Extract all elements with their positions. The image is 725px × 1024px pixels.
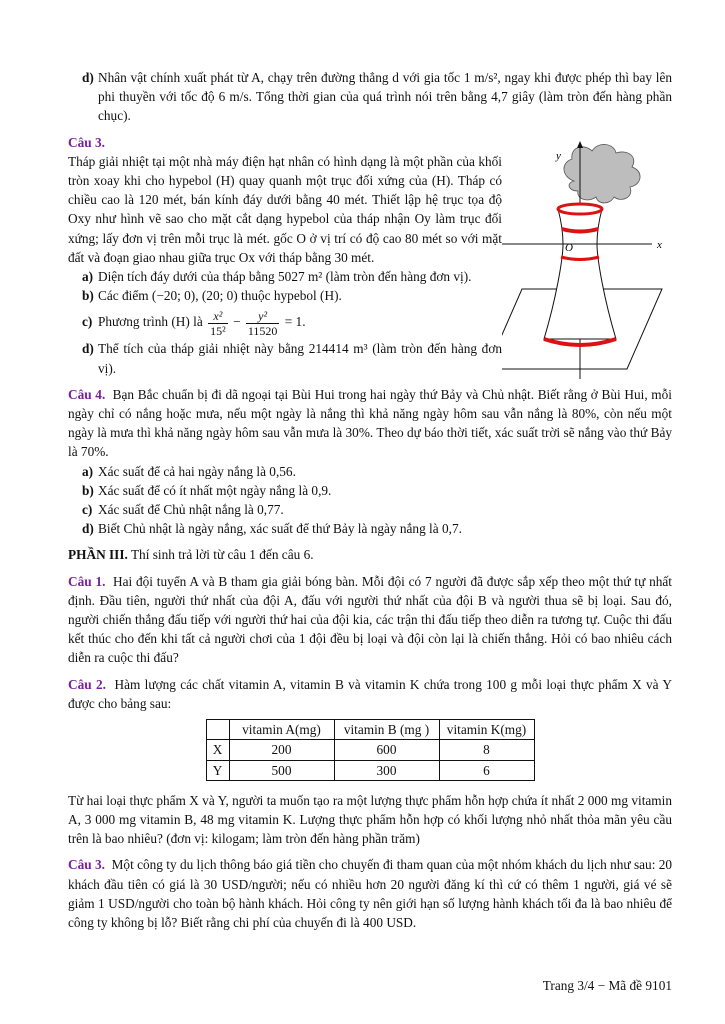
steam-cloud xyxy=(564,144,640,203)
table-row: Y 500 300 6 xyxy=(206,760,534,780)
table-row: X 200 600 8 xyxy=(206,740,534,760)
part-3-heading: PHẦN III. Thí sinh trả lời từ câu 1 đến câu 6. xyxy=(68,547,314,563)
question-text: Một công ty du lịch thông báo giá tiền cho chuyến đi tham quan của một nhóm khách du lịch như sau: 20 khách đầu tiên có giá là 30 USD/người; nếu có nhiều hơn 20 người đăng kí thì cứ có thêm 1 người, giá vé sẽ giảm 1 USD/người cho toàn bộ hành khách. Hỏi công ty nên giới hạn số lượng hành khách tối đa là bao nhiêu để công ty không bị lỗ? Biết rằng chi phí của chuyến đi là 400 USD. xyxy=(68,857,673,930)
cooling-tower-diagram xyxy=(502,139,672,389)
question-title: Câu 3. xyxy=(68,857,105,873)
tower-body xyxy=(544,209,616,339)
question-4 xyxy=(68,385,672,539)
question-title: Câu 2. xyxy=(68,676,106,692)
part3-question-1 xyxy=(68,572,672,668)
q4-statement-c: c) Xác suất để Chủ nhật nắng là 0,77. xyxy=(82,502,284,518)
question-text: Tháp giải nhiệt tại một nhà máy điện hạt nhân có hình dạng là một phần của khối tròn xoay khi cho hypebol (H) quay quanh một trục đối xứng của (H). Tháp có chiều cao là 120 mét, bán kính đáy dưới bằng 40 mét. Thiết lập hệ trục tọa độ Oxy như hình vẽ sao cho mặt cắt dạng hypebol của tháp nhận Oy làm trục đối xứng; lấy đơn vị trên mỗi trục là mét. gốc O ở vị trí có độ cao 80 mét so với mặt đất và đoạn giao nhau giữa trục Ox với tháp bằng 30 mét. xyxy=(68,153,502,265)
item-text: Nhân vật chính xuất phát từ A, chạy trên đường thẳng d với gia tốc 1 m/s², ngay khi được phép thì bay lên phi thuyền với tốc độ 6 m/s. Tổng thời gian của quá trình nói trên bằng 4,7 giây (làm tròn đến hàng phần chục). xyxy=(98,70,672,124)
q2-statement-d xyxy=(68,68,672,126)
q3-statement-d: d) Thể tích của tháp giải nhiệt này bằng 214414 m³ (làm tròn đến hàng đơn vị). xyxy=(82,341,502,376)
vitamin-table xyxy=(206,719,535,781)
table-header-row: vitamin A(mg) vitamin B (mg ) vitamin K(mg) xyxy=(206,720,534,740)
x-axis-label: x xyxy=(657,238,662,251)
part3-question-2 xyxy=(68,675,672,849)
origin-label: O xyxy=(565,241,573,254)
q4-statement-a: a) Xác suất để cả hai ngày nắng là 0,56. xyxy=(82,463,296,479)
question-title: Câu 4. xyxy=(68,386,106,402)
part3-question-3 xyxy=(68,855,672,932)
y-axis-arrow xyxy=(577,141,583,148)
tower-top-rim xyxy=(558,204,602,214)
question-title: Câu 1. xyxy=(68,573,106,589)
fraction: $\frac{\text{x²}}{\text{15²}}$ xyxy=(210,308,226,338)
question-text: Hai đội tuyển A và B tham gia giải bóng bàn. Mỗi đội có 7 người đã được sắp xếp theo một thứ tự nhất định. Đầu tiên, người thứ nhất của đội A, đấu với người thứ nhất của đội B và người thua sẽ bị loại. Sau đó, người chiến thắng đấu tiếp với người thứ hai của đội kia, các trận thi đấu tiếp theo diễn ra tương tự. Cuộc thi đấu kết thúc cho đến khi tất cả người chơi của 1 đội đều bị loại và đội còn lại là chiến thắng. Hỏi có bao nhiêu cách diễn ra cuộc thi đấu? xyxy=(68,573,672,666)
page-content xyxy=(68,68,672,939)
q3-statement-b: b) Các điểm (−20; 0), (20; 0) thuộc hypebol (H). xyxy=(82,288,342,304)
question-text: Bạn Bắc chuẩn bị đi dã ngoại tại Bùi Hui trong hai ngày thứ Bảy và Chủ nhật. Biết rằng ở Bùi Hui, mỗi ngày chỉ có nắng hoặc mưa, nếu một ngày là nắng thì khả năng ngày hôm sau vẫn nắng là 80%, còn nếu một ngày là mưa thì khả năng ngày hôm sau vẫn mưa là 30%. Theo dự báo thời tiết, xác suất trời sẽ nắng vào thứ Bảy là 70%. xyxy=(68,386,672,460)
question-3 xyxy=(68,133,672,378)
y-axis-label: y xyxy=(556,149,561,162)
tower-figure xyxy=(502,133,672,378)
q4-statement-b: b) Xác suất để có ít nhất một ngày nắng là 0,9. xyxy=(82,482,332,498)
q3-statement-a: a) Diện tích đáy dưới của tháp bằng 5027 m² (làm tròn đến hàng đơn vị). xyxy=(82,269,472,285)
question-text-continued: Từ hai loại thực phẩm X và Y, người ta muốn tạo ra một lượng thực phẩm hỗn hợp chứa ít nhất 2 000 mg vitamin A, 3 000 mg vitamin B, 48 mg vitamin K. Lượng thực phẩm hỗn hợp có khối lượng nhỏ nhất thỏa mãn yêu cầu trên là bao nhiêu? (đơn vị: kilogam; làm tròn đến hàng phần trăm) xyxy=(68,792,672,847)
item-label: d) xyxy=(82,70,94,85)
question-title: Câu 3. xyxy=(68,134,105,150)
page-footer: Trang 3/4 − Mã đề 9101 xyxy=(542,978,672,993)
question-text: Hàm lượng các chất vitamin A, vitamin B và vitamin K chứa trong 100 g mỗi loại thực phẩm X và Y được cho bảng sau: xyxy=(68,676,672,711)
fraction: $\frac{\text{y²}}{11520}$ xyxy=(247,308,278,338)
q3-statement-c: c) Phương trình (H) là $\frac{\text{x²}}{\text{15²}}$ − $\frac{\text{y²}}{11520}$ = 1. xyxy=(82,308,306,338)
q4-statement-d: d) Biết Chủ nhật là ngày nắng, xác suất để thứ Bảy là ngày nắng là 0,7. xyxy=(82,521,462,537)
